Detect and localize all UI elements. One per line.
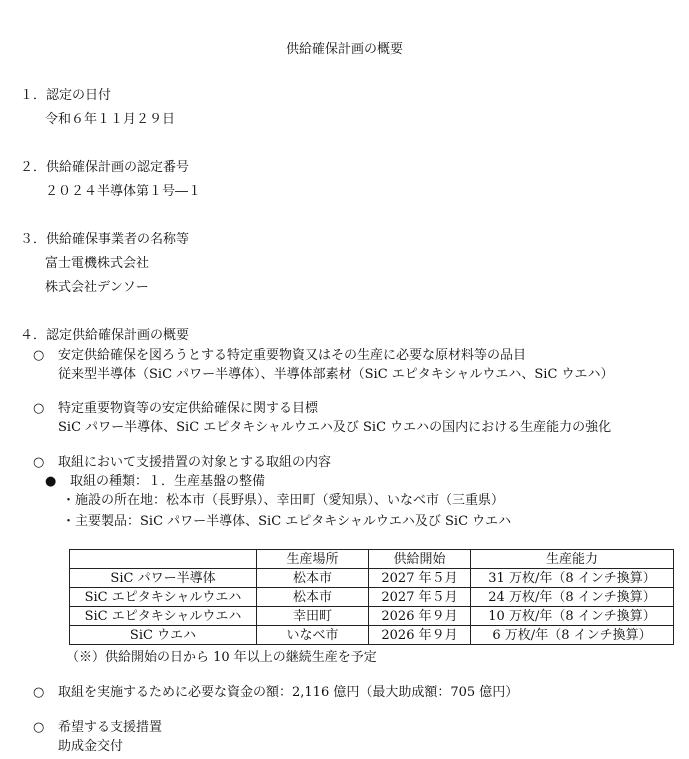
item-materials — [33, 349, 526, 362]
table-header-cell — [70, 550, 257, 569]
table-cell: 2026 年９月 — [369, 607, 471, 626]
company-name: 株式会社デンソー — [45, 280, 149, 295]
table-cell: 6 万枚/年（8 インチ換算） — [471, 626, 674, 645]
item-value: SiC パワー半導体、SiC エピタキシャルウエハ及び SiC ウエハの国内における生産能力の強化 — [58, 420, 612, 435]
table-cell: 24 万枚/年（8 インチ換算） — [471, 588, 674, 607]
table-row — [70, 588, 674, 607]
item-label: 安定供給確保を図ろうとする特定重要物資又はその生産に必要な原材料等の品目 — [58, 348, 527, 363]
table-cell: いなべ市 — [257, 626, 369, 645]
table-header-cell: 供給開始 — [369, 550, 471, 569]
table-header-row — [70, 550, 674, 569]
table-cell: 2027 年５月 — [369, 569, 471, 588]
item-goal — [33, 402, 318, 415]
circle-bullet-icon: ○ — [33, 685, 45, 700]
circle-bullet-icon: ○ — [33, 455, 45, 470]
circle-bullet-icon: ○ — [33, 720, 45, 735]
kind-text: 取組の種類：１．生産基盤の整備 — [70, 474, 266, 489]
page-title: 供給確保計画の概要 — [285, 42, 403, 57]
certification-date: 令和６年１１月２９日 — [45, 112, 176, 127]
item-initiative — [33, 456, 331, 469]
item-value: 助成金交付 — [58, 739, 124, 754]
item-funding — [33, 686, 518, 699]
section-2-heading: ２．供給確保計画の認定番号 — [20, 160, 190, 175]
certification-number: ２０２４半導体第１号―１ — [45, 184, 202, 199]
initiative-kind — [45, 475, 265, 488]
table-cell: SiC エピタキシャルウエハ — [70, 588, 257, 607]
table-cell: 10 万枚/年（8 インチ換算） — [471, 607, 674, 626]
table-header-cell: 生産能力 — [471, 550, 674, 569]
section-4-heading: ４．認定供給確保計画の概要 — [20, 328, 190, 343]
table-cell: 2027 年５月 — [369, 588, 471, 607]
circle-bullet-icon: ○ — [33, 348, 45, 363]
table-cell: SiC パワー半導体 — [70, 569, 257, 588]
filled-bullet-icon: ● — [45, 474, 57, 489]
table-cell: 松本市 — [257, 569, 369, 588]
table-cell: 31 万枚/年（8 インチ換算） — [471, 569, 674, 588]
item-label: 希望する支援措置 — [58, 720, 163, 735]
capacity-table — [69, 549, 674, 645]
table-cell: 幸田町 — [257, 607, 369, 626]
main-products: ・主要製品：SiC パワー半導体、SiC エピタキシャルウエハ及び SiC ウエハ — [62, 514, 512, 529]
table-note: （※）供給開始の日から 10 年以上の継続生産を予定 — [66, 650, 377, 665]
table-cell: 2026 年９月 — [369, 626, 471, 645]
item-label: 取組を実施するために必要な資金の額：2,116 億円（最大助成額：705 億円） — [58, 685, 519, 700]
company-name: 富士電機株式会社 — [45, 256, 150, 271]
item-support — [33, 721, 162, 734]
section-3-heading: ３．供給確保事業者の名称等 — [20, 232, 190, 247]
section-1-heading: １．認定の日付 — [20, 88, 112, 103]
table-row — [70, 626, 674, 645]
item-value: 従来型半導体（SiC パワー半導体）、半導体部素材（SiC エピタキシャルウエハ、SiC ウエハ） — [58, 367, 614, 382]
facility-location: ・施設の所在地：松本市（長野県）、幸田町（愛知県）、いなべ市（三重県） — [62, 493, 505, 508]
table-cell: SiC エピタキシャルウエハ — [70, 607, 257, 626]
item-label: 取組において支援措置の対象とする取組の内容 — [58, 455, 332, 470]
table-header-cell: 生産場所 — [257, 550, 369, 569]
circle-bullet-icon: ○ — [33, 401, 45, 416]
item-label: 特定重要物資等の安定供給確保に関する目標 — [58, 401, 319, 416]
table-cell: SiC ウエハ — [70, 626, 257, 645]
table-row — [70, 607, 674, 626]
table-cell: 松本市 — [257, 588, 369, 607]
table-row — [70, 569, 674, 588]
